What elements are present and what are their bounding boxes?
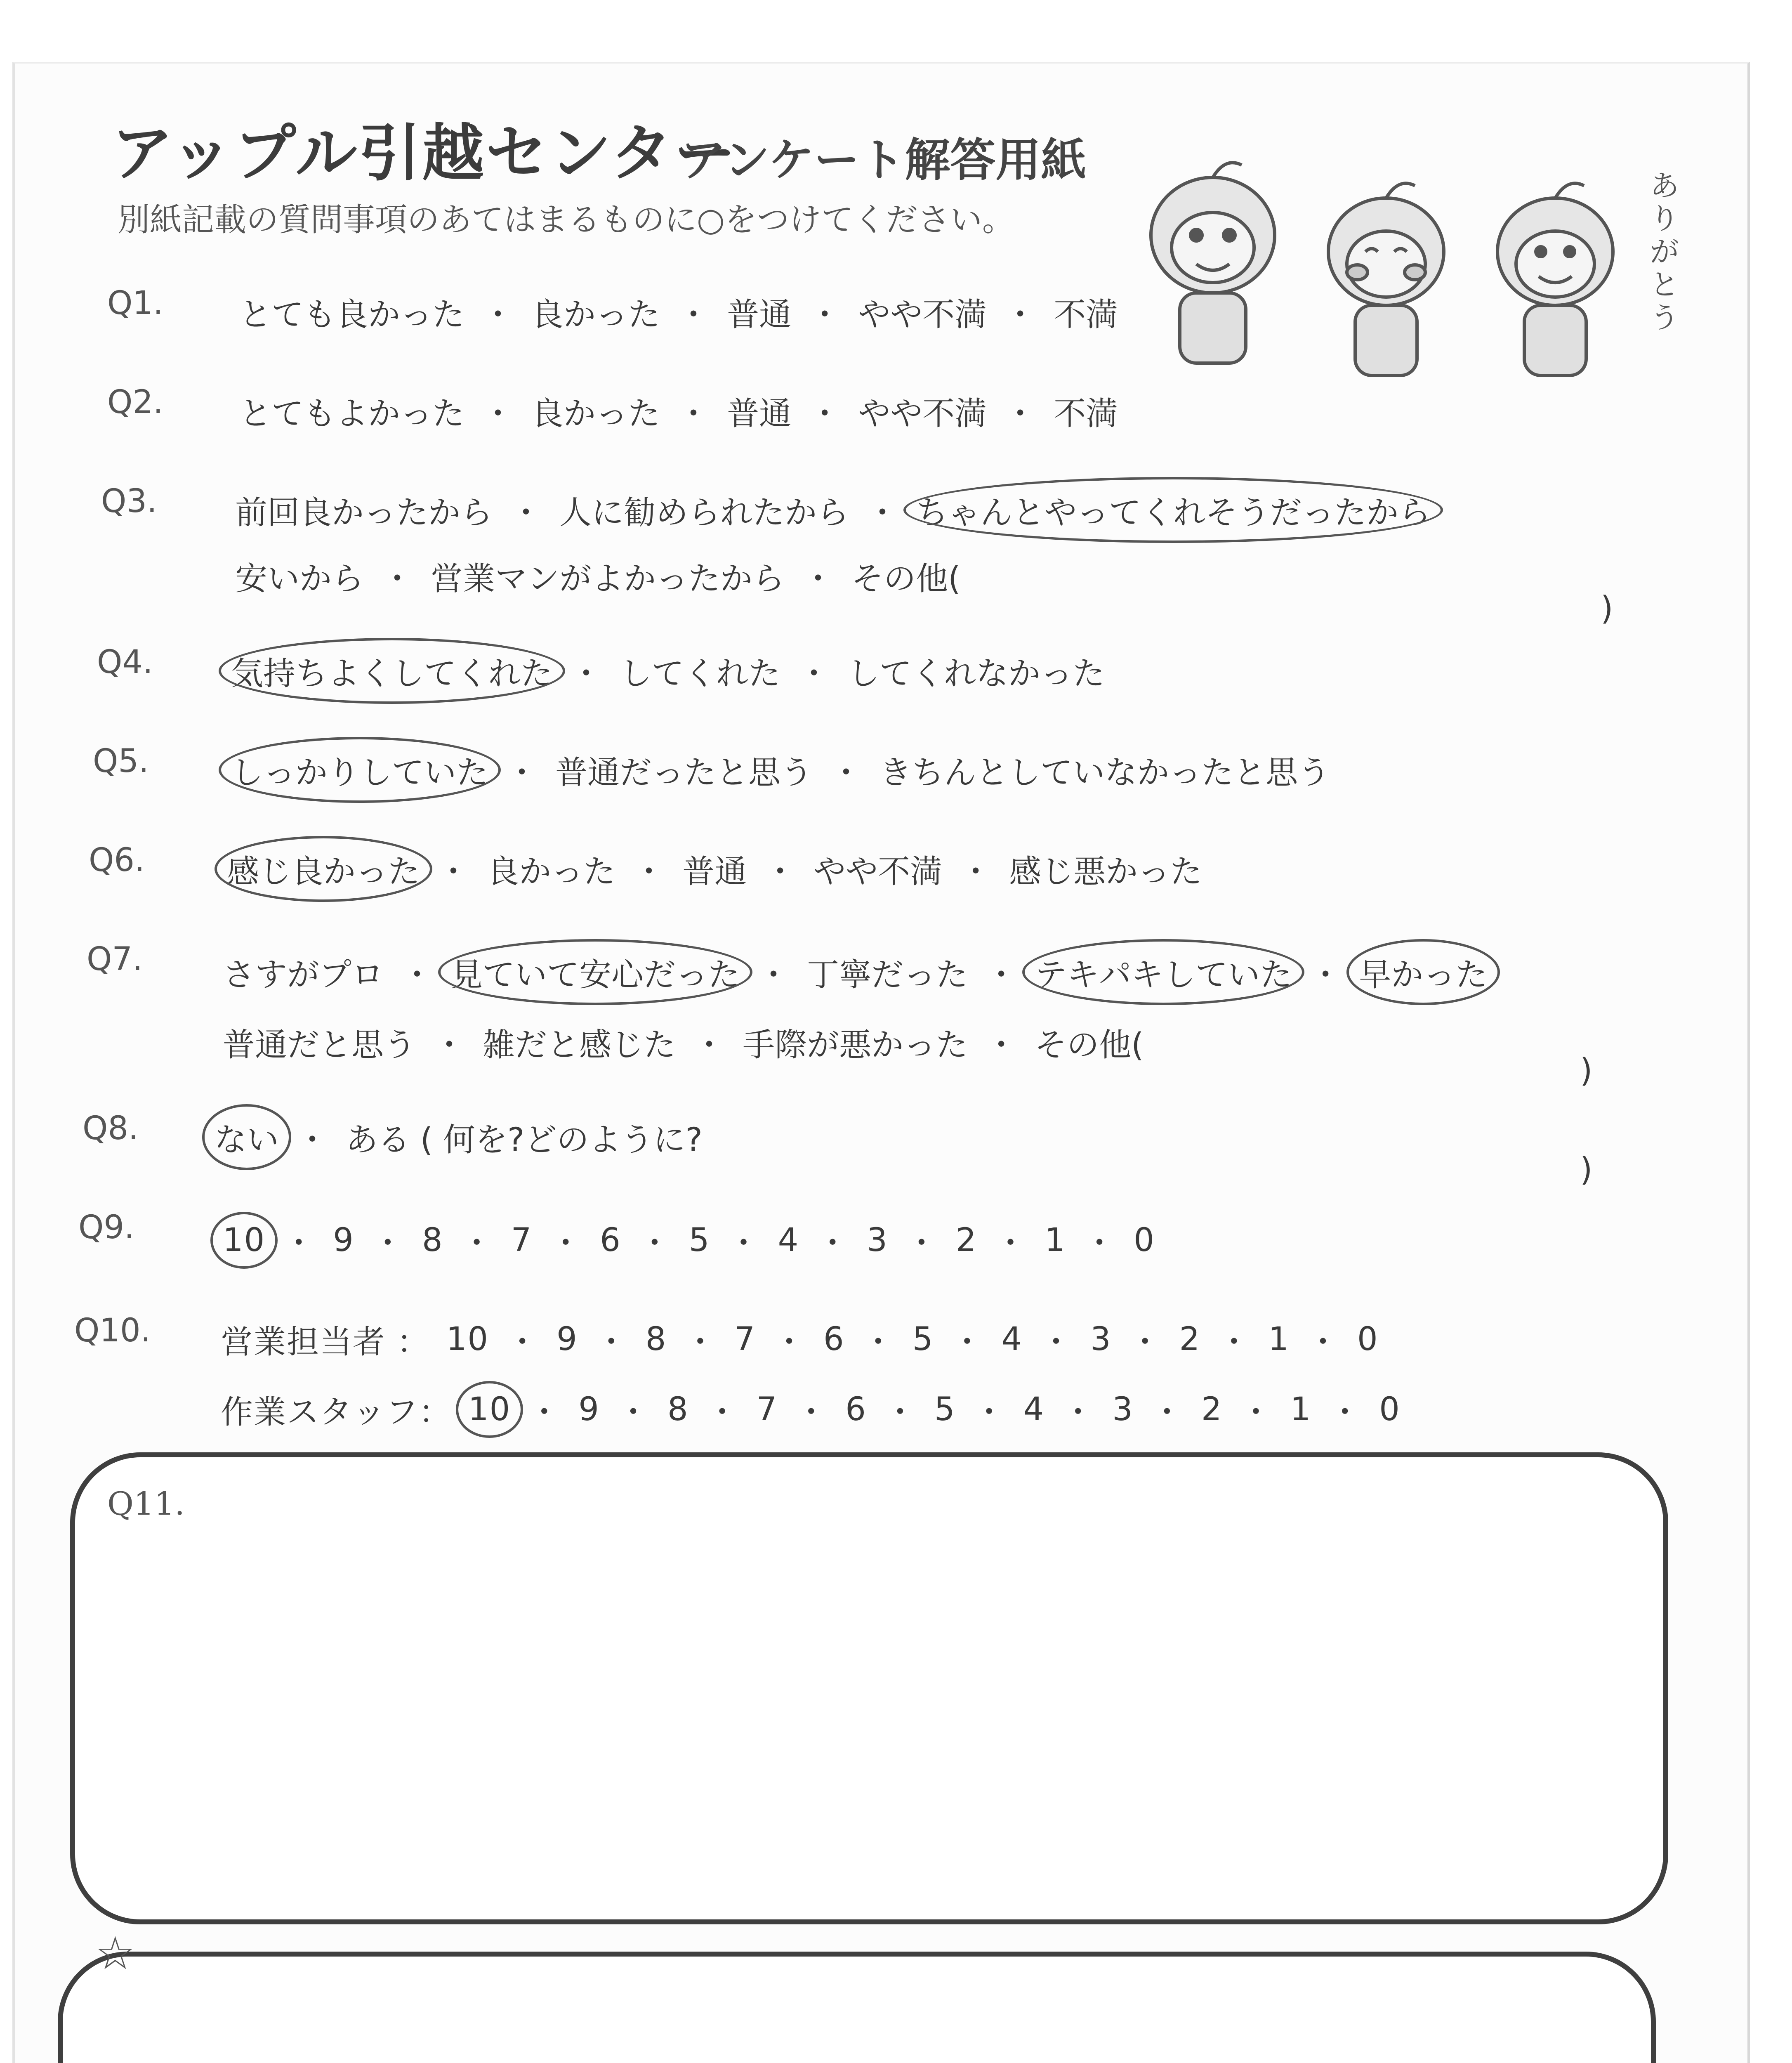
q6-option-selected[interactable]: 感じ良かった (227, 846, 420, 892)
q10-sales-score[interactable]: 3 (1090, 1321, 1112, 1358)
q7-option-selected[interactable]: テキパキしていた (1035, 949, 1292, 995)
monkey-3-icon (1497, 183, 1613, 375)
q9-label: Q9. (78, 1209, 134, 1246)
q11-label: Q11. (107, 1485, 185, 1522)
q5-options: しっかりしていた ・ 普通だったと思う ・ きちんとしていなかったと思う (231, 747, 1330, 793)
q10-staff-score[interactable]: 0 (1379, 1391, 1401, 1428)
q2-label: Q2. (107, 384, 163, 421)
q9-score[interactable]: 3 (867, 1222, 888, 1259)
q5-label: Q5. (93, 743, 149, 780)
q10-sales-score[interactable]: 1 (1268, 1321, 1290, 1358)
q8-label: Q8. (83, 1110, 139, 1147)
q9-score[interactable]: 5 (689, 1222, 710, 1259)
q6-option[interactable]: 普通 (682, 853, 747, 890)
q10-sales-score[interactable]: 5 (912, 1321, 934, 1358)
q1-label: Q1. (107, 285, 163, 322)
q9-score[interactable]: 6 (600, 1222, 621, 1259)
q5-option-selected[interactable]: しっかりしていた (231, 747, 488, 793)
q3-option[interactable]: その他( (851, 560, 961, 597)
q5-option[interactable]: きちんとしていなかったと思う (879, 754, 1330, 791)
q9-score[interactable]: 1 (1045, 1222, 1066, 1259)
star-comment-box[interactable] (58, 1952, 1656, 2063)
q10-sales-score[interactable]: 7 (734, 1321, 756, 1358)
q1-option[interactable]: 普通 (727, 296, 792, 333)
q4-option[interactable]: してくれなかった (847, 655, 1105, 692)
q2-option[interactable]: とてもよかった (239, 395, 465, 432)
q3-options-line2: 安いから ・ 営業マンがよかったから ・ その他( (235, 553, 961, 599)
instructions: 別紙記載の質問事項のあてはまるものに○をつけてください。 (118, 201, 1015, 238)
q10-staff-row: 作業スタッフ： 10 ・ 9 ・ 8 ・ 7 ・ 6 ・ 5 ・ 4 ・ 3 ・ 2 ・ 1 ・ 0 (221, 1386, 1401, 1433)
q7-label: Q7. (87, 941, 143, 978)
q3-option[interactable]: 前回良かったから (235, 494, 493, 531)
form-subtitle: アンケート解答用紙 (681, 134, 1087, 186)
q9-score[interactable]: 4 (778, 1222, 799, 1259)
q2-option[interactable]: 不満 (1054, 395, 1118, 432)
q2-option[interactable]: やや不満 (858, 395, 987, 432)
q7-option[interactable]: その他( (1035, 1027, 1144, 1064)
q10-sales-score[interactable]: 10 (446, 1321, 489, 1358)
q9-score[interactable]: 2 (955, 1222, 977, 1259)
q6-options: 感じ良かった ・ 良かった ・ 普通 ・ やや不満 ・ 感じ悪かった (227, 846, 1202, 892)
q6-option[interactable]: 良かった (487, 853, 616, 890)
company-title: アップル引越センター (111, 118, 738, 189)
q9-score[interactable]: 7 (511, 1222, 533, 1259)
q7-options-line2: 普通だと思う ・ 雑だと感じた ・ 手際が悪かった ・ その他( (223, 1019, 1144, 1065)
q5-option[interactable]: 普通だったと思う (555, 754, 813, 791)
q1-option[interactable]: 良かった (531, 296, 660, 333)
q8-option-selected[interactable]: ない (215, 1114, 279, 1160)
q1-option[interactable]: とても良かった (239, 296, 465, 333)
q3-label: Q3. (101, 483, 157, 520)
q10-sales-score[interactable]: 9 (556, 1321, 578, 1358)
q8-option[interactable]: ある ( 何を?どのように? (346, 1121, 703, 1159)
q9-score[interactable]: 9 (333, 1222, 354, 1259)
star-icon: ☆ (95, 1927, 136, 1980)
q10-staff-label: 作業スタッフ： (221, 1394, 452, 1431)
q10-sales-label: 営業担当者 ： (221, 1324, 430, 1361)
q8-close-paren: ) (1580, 1151, 1593, 1188)
q7-option-selected[interactable]: 見ていて安心だった (450, 949, 740, 995)
q7-option[interactable]: 普通だと思う (223, 1027, 416, 1064)
q10-staff-score[interactable]: 2 (1201, 1391, 1223, 1428)
mascot-monkeys-illustration (1130, 140, 1700, 388)
q3-option[interactable]: 人に勧められたから (559, 494, 849, 531)
q10-staff-score[interactable]: 3 (1112, 1391, 1134, 1428)
q4-options: 気持ちよくしてくれた ・ してくれた ・ してくれなかった (231, 648, 1105, 694)
q6-option[interactable]: やや不満 (813, 853, 943, 890)
q7-options-line1: さすがプロ ・ 見ていて安心だった ・ 丁寧だった ・ テキパキしていた ・ 早かった (223, 949, 1488, 995)
q2-option[interactable]: 良かった (531, 395, 660, 432)
q10-staff-score[interactable]: 4 (1023, 1391, 1045, 1428)
q7-option[interactable]: 丁寧だった (807, 956, 968, 994)
q10-sales-score[interactable]: 6 (823, 1321, 845, 1358)
q1-options: とても良かった ・ 良かった ・ 普通 ・ やや不満 ・ 不満 (239, 289, 1118, 335)
q7-option-selected[interactable]: 早かった (1359, 949, 1488, 995)
q3-option-selected[interactable]: ちゃんとやってくれそうだったから (916, 487, 1431, 533)
q7-close-paren: ) (1580, 1052, 1593, 1089)
q10-sales-row: 営業担当者 ： 10 ・ 9 ・ 8 ・ 7 ・ 6 ・ 5 ・ 4 ・ 3 ・ 2 ・ 1 ・ 0 (221, 1316, 1379, 1362)
q4-label: Q4. (97, 644, 153, 681)
q8-options: ない ・ ある ( 何を?どのように? (215, 1114, 703, 1160)
q2-option[interactable]: 普通 (727, 395, 792, 432)
q10-staff-score[interactable]: 8 (667, 1391, 689, 1428)
q10-sales-score[interactable]: 8 (645, 1321, 667, 1358)
q10-staff-score[interactable]: 5 (934, 1391, 956, 1428)
q1-option[interactable]: やや不満 (858, 296, 987, 333)
mascot-thank-you-text: ありがとう (1650, 169, 1679, 335)
q6-option[interactable]: 感じ悪かった (1009, 853, 1203, 890)
q10-label: Q10. (74, 1312, 151, 1349)
q10-staff-score[interactable]: 6 (845, 1391, 867, 1428)
monkey-1-icon (1151, 163, 1275, 363)
q10-staff-score[interactable]: 7 (756, 1391, 778, 1428)
q3-option[interactable]: 安いから (235, 560, 364, 597)
q4-option-selected[interactable]: 気持ちよくしてくれた (231, 648, 553, 694)
q3-options-line1: 前回良かったから ・ 人に勧められたから ・ ちゃんとやってくれそうだったから (235, 487, 1431, 533)
q2-options: とてもよかった ・ 良かった ・ 普通 ・ やや不満 ・ 不満 (239, 388, 1118, 434)
q10-sales-score[interactable]: 4 (1001, 1321, 1023, 1358)
q9-scale: 10 ・ 9 ・ 8 ・ 7 ・ 6 ・ 5 ・ 4 ・ 3 ・ 2 ・ 1 ・ 0 (223, 1222, 1155, 1262)
q10-staff-score[interactable]: 9 (578, 1391, 600, 1428)
q7-option[interactable]: さすがプロ (223, 956, 384, 994)
q9-score[interactable]: 0 (1134, 1222, 1155, 1259)
q4-option[interactable]: してくれた (620, 655, 781, 692)
q9-score[interactable]: 8 (422, 1222, 443, 1259)
q10-sales-score[interactable]: 2 (1179, 1321, 1201, 1358)
q11-comment-box[interactable] (70, 1452, 1668, 1924)
q9-score-selected[interactable]: 10 (223, 1222, 266, 1259)
monkey-2-icon (1328, 183, 1444, 375)
q7-option[interactable]: 雑だと感じた (483, 1027, 676, 1064)
q10-staff-score[interactable]: 1 (1290, 1391, 1312, 1428)
q10-staff-score-selected[interactable]: 10 (468, 1391, 511, 1428)
q3-close-paren: ) (1601, 590, 1613, 627)
q7-option[interactable]: 手際が悪かった (743, 1027, 968, 1064)
q1-option[interactable]: 不満 (1054, 296, 1118, 333)
q10-sales-score[interactable]: 0 (1357, 1321, 1379, 1358)
q3-option[interactable]: 営業マンがよかったから (431, 560, 785, 597)
q6-label: Q6. (89, 842, 145, 879)
